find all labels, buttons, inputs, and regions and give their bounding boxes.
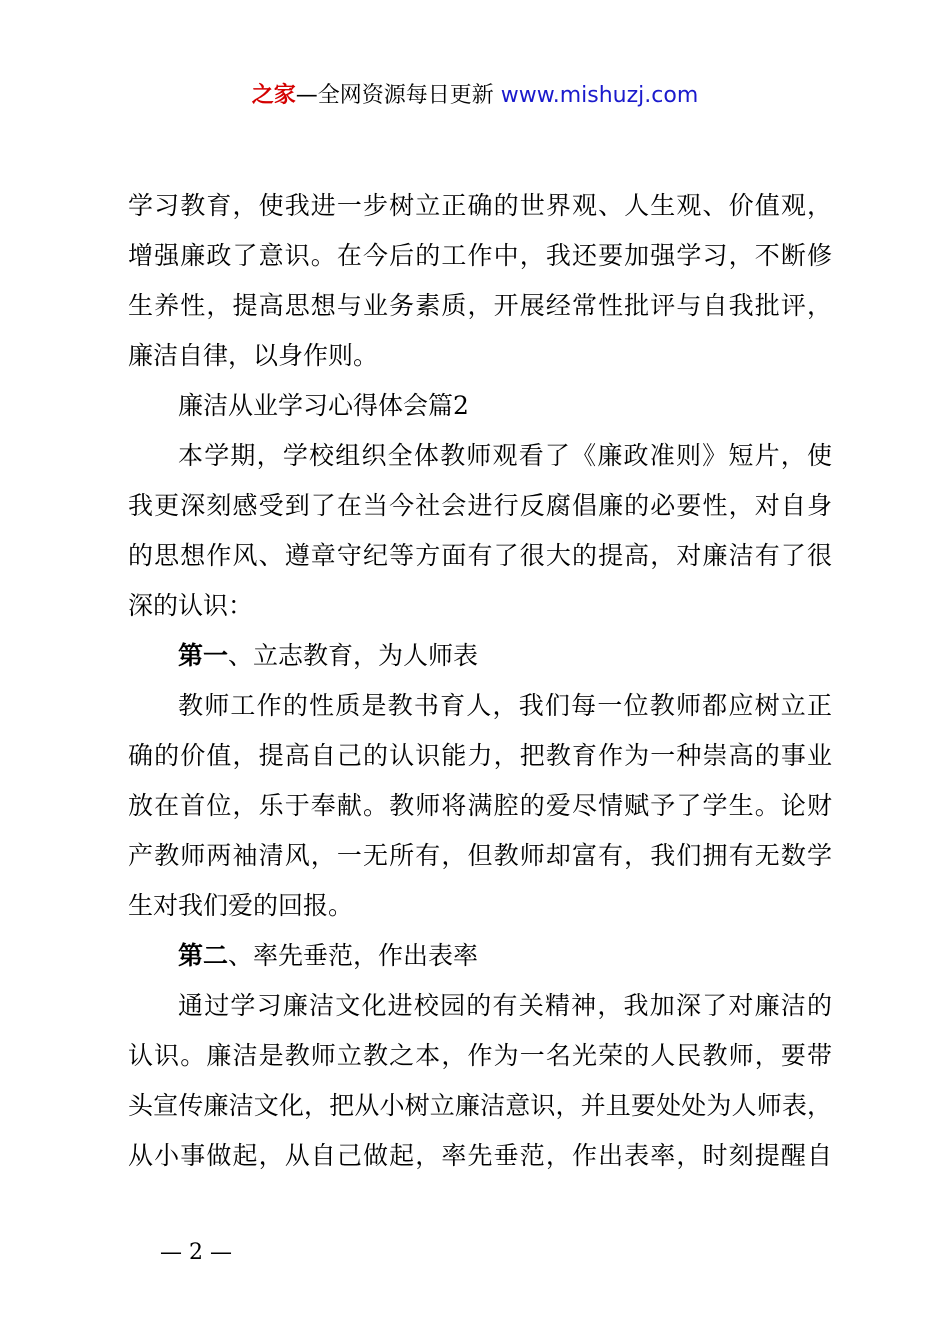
brand-name: 之家 xyxy=(251,83,296,108)
subheading-label: 第二 xyxy=(178,941,229,970)
subheading-text: 、立志教育，为人师表 xyxy=(228,641,479,670)
paragraph-line: 我更深刻感受到了在当今社会进行反腐倡廉的必要性，对自身 xyxy=(128,491,832,520)
paragraph-line: 放在首位，乐于奉献。教师将满腔的爱尽情赋予了学生。论财 xyxy=(128,791,832,820)
subheading-label: 第一 xyxy=(178,641,229,670)
paragraph-line: 从小事做起，从自己做起，率先垂范，作出表率，时刻提醒自 xyxy=(128,1141,832,1170)
paragraph-line: 确的价值，提高自己的认识能力，把教育作为一种崇高的事业 xyxy=(128,741,832,770)
paragraph-line: 产教师两袖清风，一无所有，但教师却富有，我们拥有无数学 xyxy=(128,841,832,870)
paragraph-line: 廉洁自律，以身作则。 xyxy=(128,341,379,370)
paragraph-line: 认识。廉洁是教师立教之本，作为一名光荣的人民教师，要带 xyxy=(128,1041,832,1070)
paragraph-line: 教师工作的性质是教书育人，我们每一位教师都应树立正 xyxy=(178,691,832,720)
site-header xyxy=(0,80,950,112)
subheading-second xyxy=(128,931,832,981)
subheading-first xyxy=(128,631,832,681)
paragraph-line: 生养性，提高思想与业务素质，开展经常性批评与自我批评， xyxy=(128,291,832,320)
paragraph-line: 学习教育，使我进一步树立正确的世界观、人生观、价值观， xyxy=(128,191,832,220)
header-url[interactable]: www.mishuzj.com xyxy=(500,83,699,108)
paragraph-line: 头宣传廉洁文化，把从小树立廉洁意识，并且要处处为人师表， xyxy=(128,1091,832,1120)
subheading-text: 、率先垂范，作出表率 xyxy=(228,941,479,970)
document-body xyxy=(128,181,832,1181)
page-number: — 2 — xyxy=(160,1240,232,1265)
section-title: 廉洁从业学习心得体会篇2 xyxy=(178,391,469,420)
paragraph-line: 通过学习廉洁文化进校园的有关精神，我加深了对廉洁的 xyxy=(178,991,832,1020)
paragraph-line: 本学期，学校组织全体教师观看了《廉政准则》短片，使 xyxy=(178,441,832,470)
paragraph-line: 增强廉政了意识。在今后的工作中，我还要加强学习，不断修 xyxy=(128,241,832,270)
paragraph-line: 的思想作风、遵章守纪等方面有了很大的提高，对廉洁有了很 xyxy=(128,541,832,570)
paragraph-line: 生对我们爱的回报。 xyxy=(128,891,354,920)
paragraph-line: 深的认识： xyxy=(128,591,254,620)
header-slogan: —全网资源每日更新 xyxy=(295,83,494,108)
